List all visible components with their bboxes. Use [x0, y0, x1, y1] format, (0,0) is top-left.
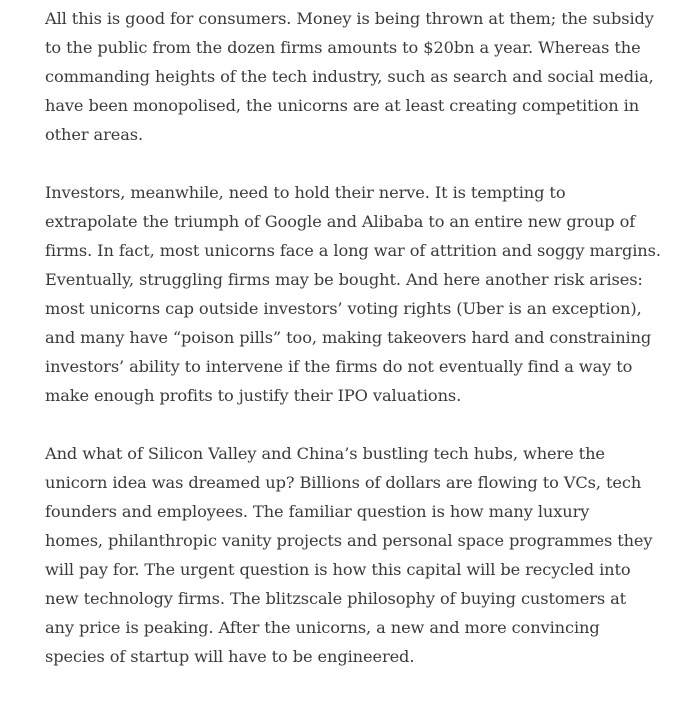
text-line: any price is peaking. After the unicorns, a new and more convincing — [45, 618, 600, 637]
text-line: All this is good for consumers. Money is being thrown at them; the subsidy — [45, 9, 654, 28]
text-line: Investors, meanwhile, need to hold their nerve. It is tempting to — [45, 183, 566, 202]
text-line: make enough profits to justify their IPO valuations. — [45, 386, 462, 405]
text-line: to the public from the dozen firms amounts to $20bn a year. Whereas the — [45, 38, 641, 57]
text-line: investors’ ability to intervene if the firms do not eventually find a way to — [45, 357, 633, 376]
text-line: and many have “poison pills” too, making takeovers hard and constraining — [45, 328, 652, 347]
paragraph-investors — [45, 178, 685, 410]
text-line: And what of Silicon Valley and China’s bustling tech hubs, where the — [45, 444, 605, 463]
paragraph-silicon-valley — [45, 439, 685, 671]
text-line: commanding heights of the tech industry, such as search and social media, — [45, 67, 654, 86]
text-line: firms. In fact, most unicorns face a long war of attrition and soggy margins. — [45, 241, 661, 260]
text-line: Eventually, struggling firms may be bought. And here another risk arises: — [45, 270, 643, 289]
text-line: other areas. — [45, 125, 144, 144]
text-line: unicorn idea was dreamed up? Billions of dollars are flowing to VCs, tech — [45, 473, 642, 492]
text-line: species of startup will have to be engineered. — [45, 647, 415, 666]
text-line: homes, philanthropic vanity projects and personal space programmes they — [45, 531, 653, 550]
article-body — [45, 4, 685, 700]
text-line: will pay for. The urgent question is how this capital will be recycled into — [45, 560, 631, 579]
text-line: founders and employees. The familiar question is how many luxury — [45, 502, 590, 521]
text-line: extrapolate the triumph of Google and Alibaba to an entire new group of — [45, 212, 636, 231]
paragraph-consumers — [45, 4, 685, 149]
text-line: have been monopolised, the unicorns are at least creating competition in — [45, 96, 640, 115]
text-line: new technology firms. The blitzscale philosophy of buying customers at — [45, 589, 627, 608]
text-line: most unicorns cap outside investors’ voting rights (Uber is an exception), — [45, 299, 642, 318]
